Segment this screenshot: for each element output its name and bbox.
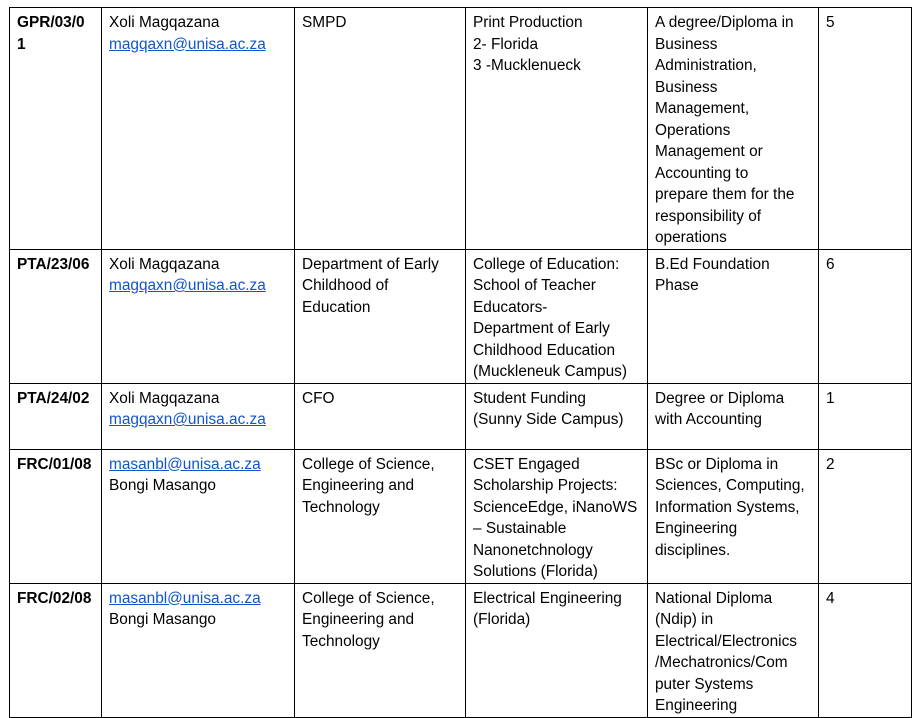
department-line: CFO (302, 389, 335, 407)
qualification-line: Accounting to (655, 164, 749, 182)
department-line: Engineering and (302, 477, 415, 494)
contact-cell (102, 583, 295, 717)
qualification-line: Engineering (655, 697, 738, 714)
reference-code-line: FRC/01/08 (17, 455, 92, 473)
department-line: Technology (302, 632, 380, 650)
project-line: College of Education: (473, 255, 620, 273)
qualification-line: Phase (655, 277, 699, 294)
qualification-line: A degree/Diploma in (655, 14, 794, 31)
department-cell (295, 249, 466, 383)
department-line: Technology (302, 498, 380, 516)
qualification-line: /Mechatronics/Com (655, 654, 788, 671)
project-line: Scholarship Projects: (473, 477, 618, 494)
contact-email-link[interactable]: magqaxn@unisa.ac.za (109, 411, 266, 428)
qualification-line: Business (655, 78, 718, 96)
project-line: (Florida) (473, 611, 531, 628)
qualification-line: Administration, (655, 57, 757, 74)
project-cell (466, 449, 648, 583)
reference-code-cell (10, 249, 102, 383)
reference-code-cell (10, 449, 102, 583)
contact-name: Xoli Magqazana (109, 255, 220, 273)
contact-name: Xoli Magqazana (109, 14, 220, 31)
count-value: 6 (826, 255, 835, 273)
count-value: 5 (826, 14, 835, 31)
project-line: CSET Engaged (473, 455, 580, 473)
reference-code-cell (10, 8, 102, 250)
qualification-cell (648, 249, 819, 383)
department-cell (295, 8, 466, 250)
project-line: Childhood Education (473, 341, 616, 359)
qualification-line: Electrical/Electronics (655, 632, 797, 650)
reference-code-line: GPR/03/0 (17, 14, 85, 31)
table-row (10, 383, 912, 449)
project-line: 3 -Mucklenueck (473, 57, 581, 74)
qualification-line: Management, (655, 100, 750, 117)
count-value: 4 (826, 589, 835, 607)
qualification-line: Information Systems, (655, 498, 800, 516)
qualification-line: operations (655, 229, 727, 246)
department-line: College of Science, (302, 455, 435, 473)
count-cell (819, 583, 912, 717)
department-line: Engineering and (302, 611, 415, 628)
project-cell (466, 249, 648, 383)
reference-code-line: FRC/02/08 (17, 589, 92, 607)
department-cell (295, 583, 466, 717)
qualification-line: Degree or Diploma (655, 389, 785, 407)
project-line: 2- Florida (473, 35, 539, 53)
contact-cell (102, 383, 295, 449)
department-line: Department of Early (302, 255, 439, 273)
project-line: Nanonetchnology (473, 541, 593, 559)
department-cell (295, 449, 466, 583)
project-line: School of Teacher (473, 277, 596, 294)
qualification-cell (648, 583, 819, 717)
qualification-line: prepare them for the (655, 186, 795, 203)
project-cell (466, 8, 648, 250)
table-row (10, 8, 912, 250)
qualification-line: puter Systems (655, 675, 754, 693)
contact-cell (102, 249, 295, 383)
reference-code-cell (10, 583, 102, 717)
table-body (10, 8, 912, 718)
qualification-line: responsibility of (655, 207, 762, 225)
project-line: – Sustainable (473, 520, 567, 537)
contact-email-link[interactable]: magqaxn@unisa.ac.za (109, 35, 266, 53)
qualification-line: B.Ed Foundation (655, 255, 770, 273)
qualification-line: Operations (655, 121, 731, 139)
contact-cell (102, 449, 295, 583)
qualification-cell (648, 449, 819, 583)
count-cell (819, 383, 912, 449)
project-line: Electrical Engineering (473, 589, 622, 607)
count-cell (819, 8, 912, 250)
contact-name: Xoli Magqazana (109, 389, 220, 407)
reference-code-line: PTA/24/02 (17, 389, 90, 407)
department-cell (295, 383, 466, 449)
department-line: College of Science, (302, 589, 435, 607)
contact-name: Bongi Masango (109, 611, 216, 628)
project-line: ScienceEdge, iNanoWS (473, 498, 638, 516)
qualification-line: Engineering (655, 520, 738, 537)
contact-email-link[interactable]: magqaxn@unisa.ac.za (109, 277, 266, 294)
qualification-line: disciplines. (655, 541, 731, 559)
qualification-line: Management or (655, 143, 763, 160)
placements-table (9, 7, 912, 718)
qualification-line: Sciences, Computing, (655, 477, 805, 494)
project-line: (Sunny Side Campus) (473, 411, 624, 428)
contact-email-link[interactable]: masanbl@unisa.ac.za (109, 589, 261, 607)
project-line: (Muckleneuk Campus) (473, 363, 627, 380)
contact-name: Bongi Masango (109, 477, 216, 494)
reference-code-cell (10, 383, 102, 449)
project-cell (466, 583, 648, 717)
project-line: Student Funding (473, 389, 586, 407)
table-row (10, 583, 912, 717)
qualification-line: BSc or Diploma in (655, 455, 779, 473)
qualification-line: (Ndip) in (655, 611, 714, 628)
qualification-line: National Diploma (655, 589, 773, 607)
project-line: Print Production (473, 14, 583, 31)
department-line: SMPD (302, 14, 347, 31)
reference-code-line: PTA/23/06 (17, 255, 90, 273)
qualification-cell (648, 383, 819, 449)
qualification-line: Business (655, 35, 718, 53)
count-cell (819, 449, 912, 583)
department-line: Education (302, 298, 371, 316)
qualification-line: with Accounting (655, 411, 762, 428)
project-line: Department of Early (473, 320, 610, 337)
department-line: Childhood of (302, 277, 389, 294)
reference-code-line: 1 (17, 35, 26, 53)
contact-email-link[interactable]: masanbl@unisa.ac.za (109, 455, 261, 473)
project-cell (466, 383, 648, 449)
count-value: 1 (826, 389, 835, 407)
count-value: 2 (826, 455, 835, 473)
table-row (10, 249, 912, 383)
contact-cell (102, 8, 295, 250)
project-line: Solutions (Florida) (473, 563, 598, 580)
count-cell (819, 249, 912, 383)
table-row (10, 449, 912, 583)
project-line: Educators- (473, 298, 548, 316)
qualification-cell (648, 8, 819, 250)
